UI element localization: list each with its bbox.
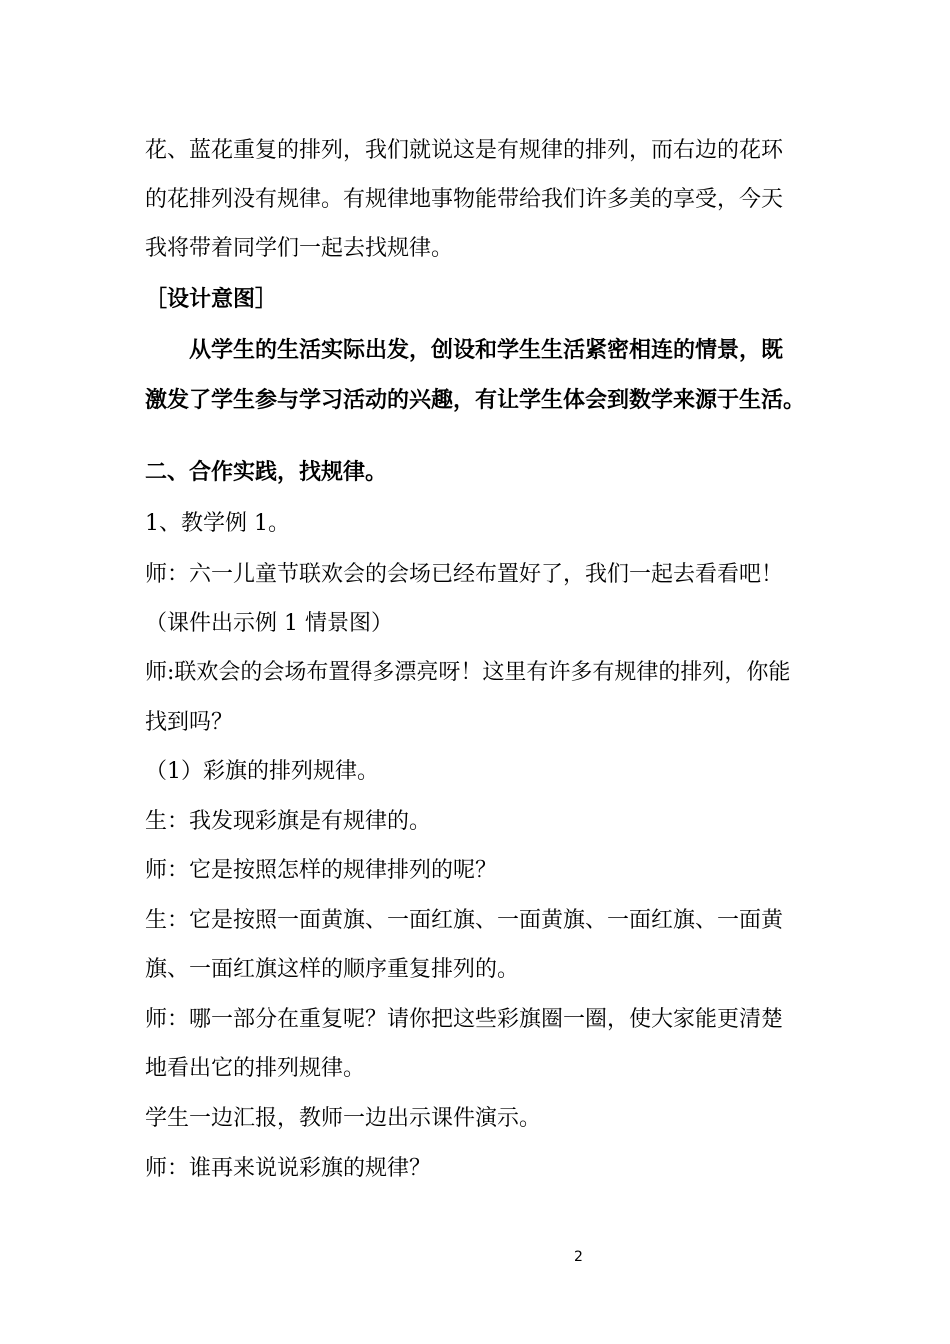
section-label-design-intent: ［设计意图］ xyxy=(145,287,278,312)
paragraph-line: 师：六一儿童节联欢会的会场已经布置好了，我们一起去看看吧！ xyxy=(145,562,784,587)
paragraph-line: 找到吗？ xyxy=(145,710,234,735)
paragraph-line: 师:联欢会的会场布置得多漂亮呀！这里有许多有规律的排列，你能 xyxy=(145,660,791,685)
section-heading: 二、合作实践，找规律。 xyxy=(145,460,388,485)
paragraph-line: 1、教学例 1。 xyxy=(145,511,290,536)
paragraph-line: 师：哪一部分在重复呢？请你把这些彩旗圈一圈，使大家能更清楚 xyxy=(145,1007,784,1032)
paragraph-line: 生：我发现彩旗是有规律的。 xyxy=(145,809,432,834)
paragraph-line: 师：谁再来说说彩旗的规律？ xyxy=(145,1156,432,1181)
paragraph-line: （课件出示例 1 情景图） xyxy=(145,611,393,636)
paragraph-line: 地看出它的排列规律。 xyxy=(145,1056,366,1081)
page-number: 2 xyxy=(574,1249,583,1265)
paragraph-line: 花、蓝花重复的排列，我们就说这是有规律的排列，而右边的花环 xyxy=(145,138,784,163)
paragraph-line: 的花排列没有规律。有规律地事物能带给我们许多美的享受，今天 xyxy=(145,187,784,212)
paragraph-line: 师：它是按照怎样的规律排列的呢？ xyxy=(145,858,498,883)
paragraph-line: 生：它是按照一面黄旗、一面红旗、一面黄旗、一面红旗、一面黄 xyxy=(145,908,784,933)
bold-paragraph-line: 从学生的生活实际出发，创设和学生生活紧密相连的情景，既 xyxy=(189,338,784,363)
paragraph-line: （1）彩旗的排列规律。 xyxy=(145,759,379,784)
paragraph-line: 学生一边汇报，教师一边出示课件演示。 xyxy=(145,1106,542,1131)
paragraph-line: 旗、一面红旗这样的顺序重复排列的。 xyxy=(145,957,520,982)
bold-paragraph-line: 激发了学生参与学习活动的兴趣，有让学生体会到数学来源于生活。 xyxy=(145,388,806,413)
paragraph-line: 我将带着同学们一起去找规律。 xyxy=(145,236,454,261)
